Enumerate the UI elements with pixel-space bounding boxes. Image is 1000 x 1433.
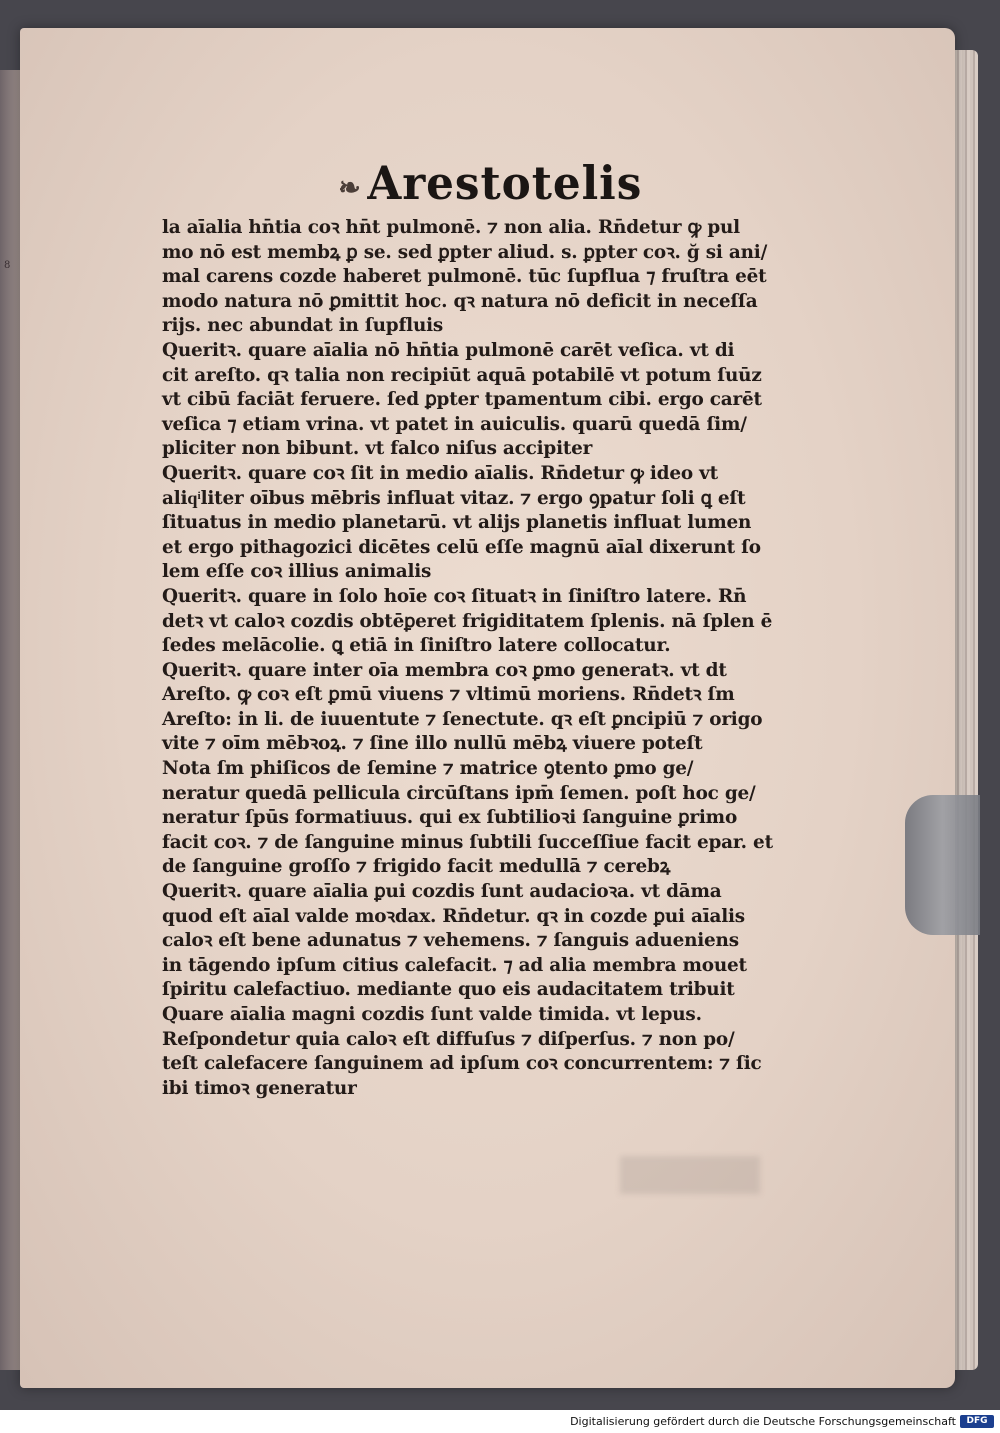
text-line: Queritꝛ. quare aīalia nō hn̄tia pulmonē carēt veſica. vt di (162, 339, 735, 361)
text-line: Queritꝛ. quare inter oīa membra coꝛ ꝑmo generatꝛ. vt dt (162, 659, 727, 681)
text-line: de ſanguine groſſo ⁊ frigido facit medullā ⁊ cerebꝝ (162, 856, 671, 878)
text-line: lem eſſe coꝛ illius animalis (162, 561, 432, 583)
running-head-title: Arestotelis (367, 156, 643, 210)
dfg-logo: DFG (960, 1415, 994, 1428)
text-line: Reſpondetur quia caloꝛ eſt diffuſus ⁊ diſperſus. ⁊ non po/ (162, 1028, 735, 1050)
text-line: mal carens cozde haberet pulmonē. tūc ſupflua ⁊ fruſtra eēt (162, 266, 767, 288)
text-line: mo nō est membꝝ ꝑ se. sed ꝑpter aliud. s. ꝑpter coꝛ. ğ si ani/ (162, 241, 768, 263)
margin-note: 8 (4, 260, 11, 271)
text-line: Nota ſm phiſicos de ſemine ⁊ matrice ꝯtento ꝑmo ge/ (162, 758, 694, 780)
ink-bleed (620, 1156, 760, 1194)
text-line: ſedes melācolie. ꝗ etiā in ſiniſtro latere collocatur. (162, 635, 671, 657)
text-line: et ergo pithagozici dicētes celū eſſe magnū aīal dixerunt ſo (162, 536, 761, 558)
text-line: cit areſto. qꝛ talia non recipiūt aquā potabilē vt potum ſuūz (162, 364, 762, 386)
text-line: facit coꝛ. ⁊ de ſanguine minus ſubtili ſucceſſiue facit epar. et (162, 831, 773, 853)
text-line: teſt calefacere ſanguinem ad ipſum coꝛ concurrentem: ⁊ ſic (162, 1053, 762, 1075)
text-line: ſpiritu calefactiuo. mediante quo eis audacitatem tribuit (162, 979, 735, 1001)
text-line: vite ⁊ oīm mēbꝛoꝝ. ⁊ ſine illo nullū mēbꝝ viuere poteſt (162, 733, 703, 755)
text-line: neratur quedā pellicula circūſtans ipm̄ ſemen. poſt hoc ge/ (162, 782, 756, 804)
fleuron-icon: ❧ (338, 170, 362, 204)
text-line: aliqͥliter oībus mēbris influat vitaz. ⁊ ergo ꝯpatur ſoli ꝗ eſt (162, 487, 746, 509)
text-line: ſituatus in medio planetarū. vt alijs planetis influat lumen (162, 512, 752, 534)
running-head (43, 156, 931, 210)
text-line: Queritꝛ. quare aīalia ꝑui cozdis ſunt audacioꝛa. vt dāma (162, 881, 722, 903)
text-line: Queritꝛ. quare coꝛ ſit in medio aīalis. Rn̄detur ꝙ ideo vt (162, 462, 718, 484)
text-line: pliciter non bibunt. vt falco niſus accipiter (162, 438, 593, 460)
body-text (162, 216, 790, 1101)
text-line: Areſto: in li. de iuuentute ⁊ ſenectute. qꝛ eſt ꝑncipiū ⁊ origo (162, 708, 763, 730)
footer-credit: Digitalisierung gefördert durch die Deutsche Forschungsgemeinschaft (570, 1415, 956, 1428)
text-line: veſica ⁊ etiam vrina. vt patet in auiculis. quarū quedā ſim/ (162, 413, 747, 435)
text-line: Queritꝛ. quare in ſolo hoīe coꝛ ſituatꝛ in ſiniſtro latere. Rn̄ (162, 585, 747, 607)
text-line: la aīalia hn̄tia coꝛ hn̄t pulmonē. ⁊ non alia. Rn̄detur ꝙ pul (162, 217, 740, 238)
book-page (20, 28, 955, 1388)
text-line: Quare aīalia magni cozdis ſunt valde timida. vt lepus. (162, 1004, 702, 1025)
text-line: rijs. nec abundat in ſupfluis (162, 315, 444, 337)
text-line: modo natura nō ꝑmittit hoc. qꝛ natura nō deficit in neceſſa (162, 290, 758, 312)
footer-bar (0, 1410, 1000, 1433)
page-clip (905, 795, 980, 935)
text-line: in tāgendo ipſum citius calefacit. ⁊ ad alia membra mouet (162, 954, 747, 976)
text-line: detꝛ vt caloꝛ cozdis obtēꝑeret frigiditatem ſplenis. nā ſplen ē (162, 610, 773, 632)
text-line: caloꝛ eſt bene adunatus ⁊ vehemens. ⁊ ſanguis adueniens (162, 930, 739, 952)
text-line: neratur ſpūs formatiuus. qui ex ſubtilioꝛi ſanguine ꝑrimo (162, 807, 738, 829)
text-line: quod eſt aīal valde moꝛdax. Rn̄detur. qꝛ in cozde ꝑui aīalis (162, 905, 745, 927)
text-line: Areſto. ꝙ coꝛ eſt ꝑmū viuens ⁊ vltimū moriens. Rn̄detꝛ ſm (162, 684, 735, 706)
text-line: vt cibū faciāt feruere. ſed ꝑpter tpamentum cibi. ergo carēt (162, 389, 762, 411)
text-line: ibi timoꝛ generatur (162, 1077, 357, 1099)
